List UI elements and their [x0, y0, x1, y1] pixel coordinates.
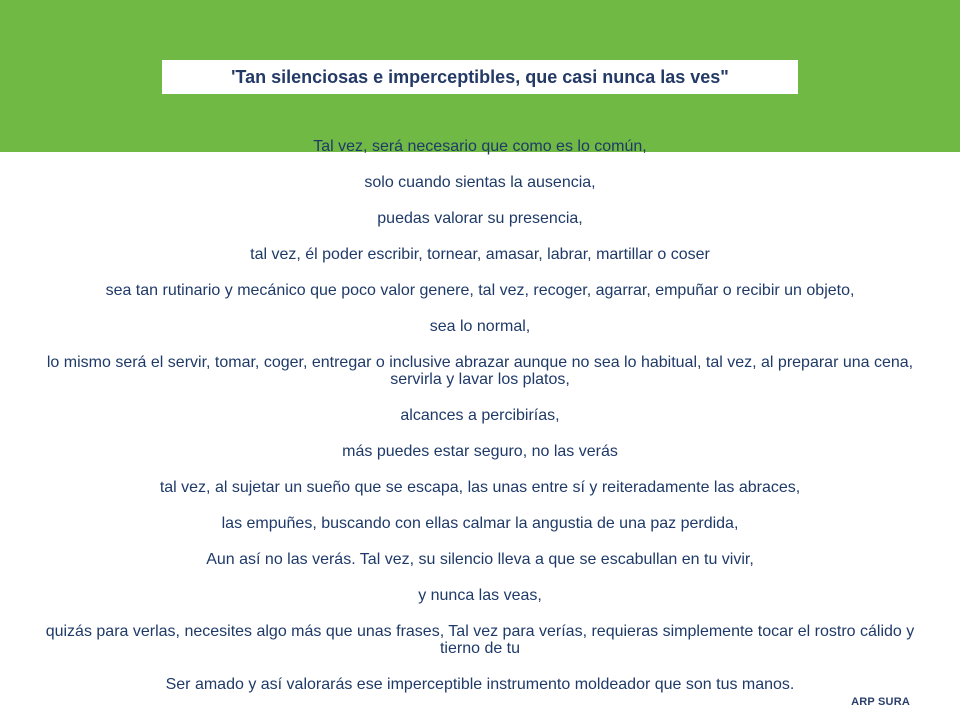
poem-line: Aun así no las verás. Tal vez, su silencio lleva a que se escabullan en tu vivir,	[206, 551, 754, 568]
poem-line: alcances a percibirías,	[400, 407, 560, 424]
poem-line: Ser amado y así valorarás ese imperceptible instrumento moldeador que son tus manos.	[165, 676, 795, 693]
slide-title: 'Tan silenciosas e imperceptibles, que casi nunca las ves"	[231, 66, 729, 87]
poem-line: tal vez, él poder escribir, tornear, amasar, labrar, martillar o coser	[250, 246, 710, 263]
poem-line: puedas valorar su presencia,	[377, 210, 583, 227]
poem-body	[30, 138, 930, 712]
poem-line: sea lo normal,	[429, 318, 531, 335]
poem-line: las empuñes, buscando con ellas calmar la angustia de una paz perdida,	[221, 515, 739, 532]
poem-line: quizás para verlas, necesites algo más que unas frases, Tal vez para verías, requieras simplemente tocar el rostro cálido y tierno de tu	[45, 623, 915, 657]
poem-line: y nunca las veas,	[418, 587, 542, 604]
title-box	[162, 60, 798, 94]
poem-line: sea tan rutinario y mecánico que poco valor genere, tal vez, recoger, agarrar, empuñar o recibir un objeto,	[105, 282, 855, 299]
poem-line: solo cuando sientas la ausencia,	[364, 174, 596, 191]
poem-line: Tal vez, será necesario que como es lo común,	[313, 138, 647, 155]
poem-line: tal vez, al sujetar un sueño que se escapa, las unas entre sí y reiteradamente las abraces,	[159, 479, 801, 496]
arp-sura-logo: ARP SURA	[851, 696, 910, 708]
poem-line: más puedes estar seguro, no las verás	[342, 443, 618, 460]
poem-line: lo mismo será el servir, tomar, coger, entregar o inclusive abrazar aunque no sea lo habitual, tal vez, al preparar una cena, servirla y lavar los platos,	[46, 354, 914, 388]
